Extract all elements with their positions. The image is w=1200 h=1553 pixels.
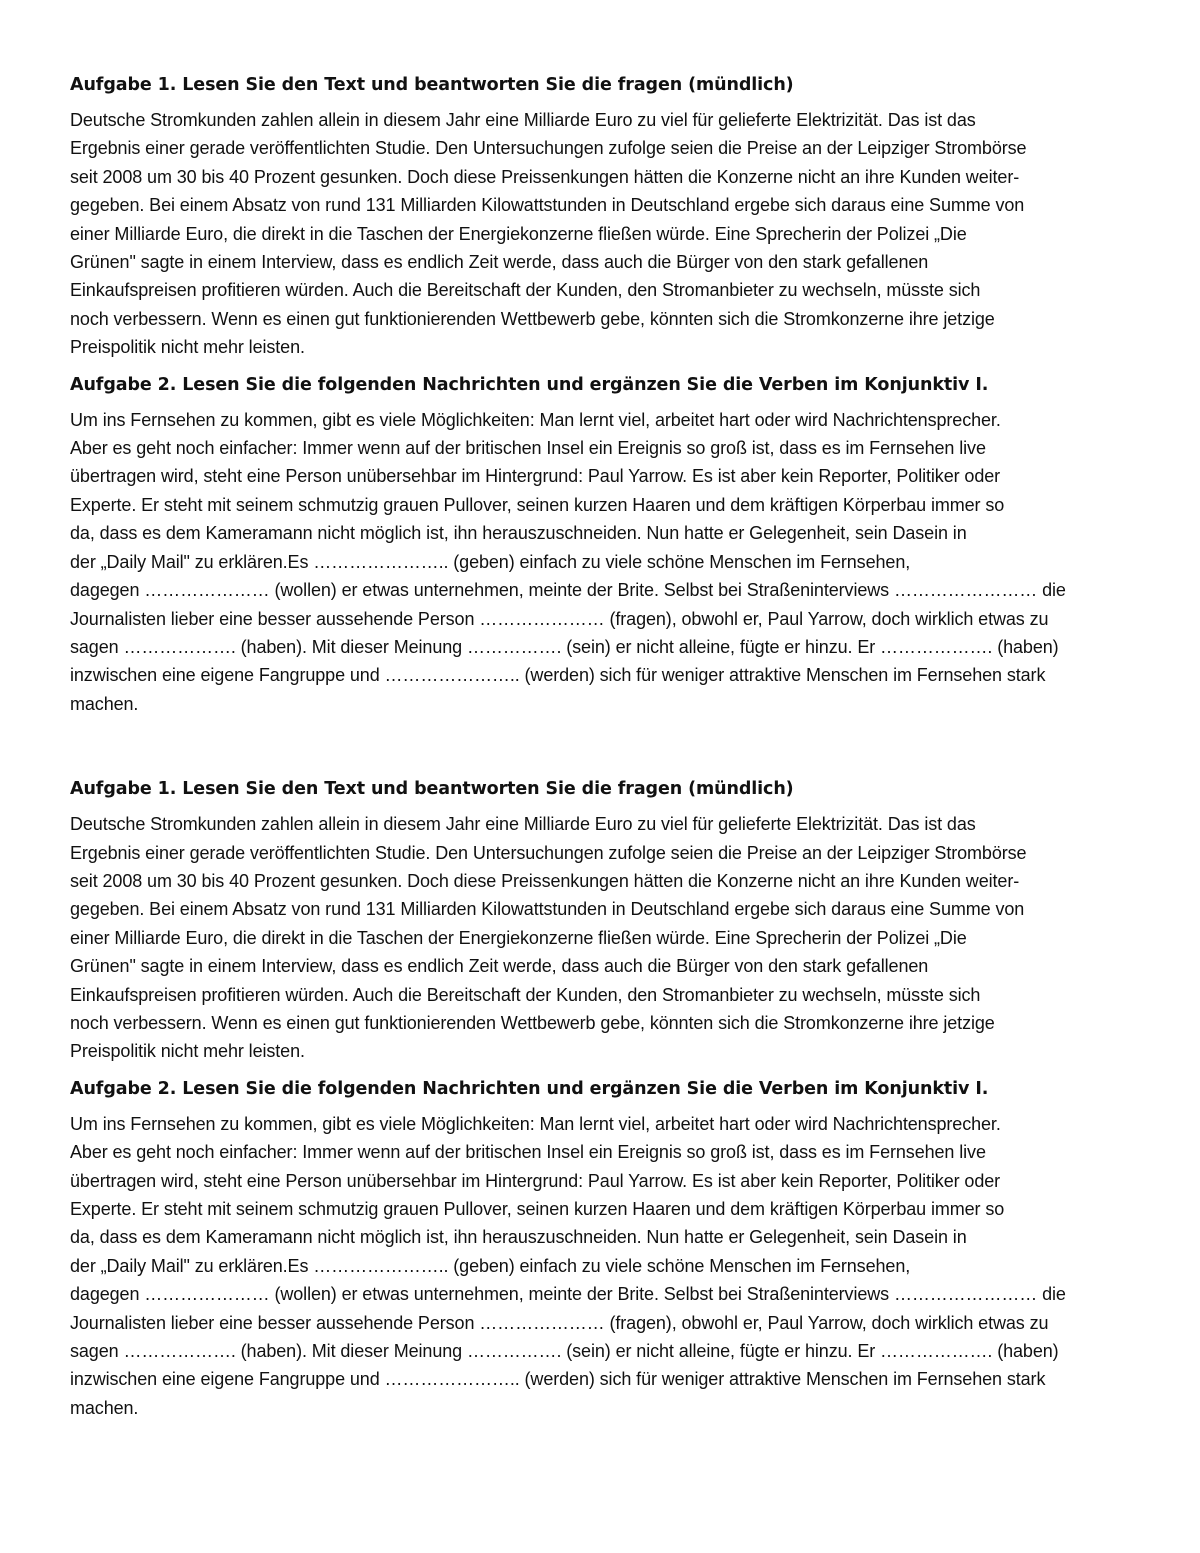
text-line: noch verbessern. Wenn es einen gut funktionierenden Wettbewerb gebe, könnten sich die Stromkonzerne ihre jetzige bbox=[70, 308, 995, 329]
text-line: da, dass es dem Kameramann nicht möglich ist, ihn herauszuschneiden. Nun hatte er Gelegenheit, sein Dasein in bbox=[70, 523, 967, 544]
task1-heading: Aufgabe 1. Lesen Sie den Text und beantworten Sie die fragen (mündlich) bbox=[70, 779, 794, 800]
text-line: noch verbessern. Wenn es einen gut funktionierenden Wettbewerb gebe, könnten sich die Stromkonzerne ihre jetzige bbox=[70, 1012, 995, 1033]
worksheet-block bbox=[70, 777, 1132, 1422]
text-line: übertragen wird, steht eine Person unübersehbar im Hintergrund: Paul Yarrow. Es ist aber kein Reporter, Politiker oder bbox=[70, 1170, 1001, 1191]
text-line: inzwischen eine eigene Fangruppe und ………………….. (werden) sich für weniger attraktive Menschen im Fernsehen stark bbox=[70, 1369, 1046, 1390]
text-line: dagegen ………………… (wollen) er etwas unternehmen, meinte der Brite. Selbst bei Straßeninterviews …………………… die bbox=[70, 580, 1066, 601]
text-line: Einkaufspreisen profitieren würden. Auch die Bereitschaft der Kunden, den Stromanbieter zu wechseln, müsste sich bbox=[70, 280, 981, 301]
text-line: inzwischen eine eigene Fangruppe und ………………….. (werden) sich für weniger attraktive Menschen im Fernsehen stark bbox=[70, 665, 1046, 686]
text-line: Preispolitik nicht mehr leisten. bbox=[70, 337, 305, 358]
task1-text bbox=[70, 106, 1132, 362]
task2-text bbox=[70, 406, 1132, 718]
text-line: Einkaufspreisen profitieren würden. Auch die Bereitschaft der Kunden, den Stromanbieter zu wechseln, müsste sich bbox=[70, 984, 981, 1005]
text-line: Ergebnis einer gerade veröffentlichten Studie. Den Untersuchungen zufolge seien die Preise an der Leipziger Strombörse bbox=[70, 842, 1027, 863]
text-line: sagen ………………. (haben). Mit dieser Meinung ……………. (sein) er nicht alleine, fügte er hinzu. Er ………………. (haben) bbox=[70, 636, 1059, 657]
text-line: Grünen" sagte in einem Interview, dass es endlich Zeit werde, dass auch die Bürger von den stark gefallenen bbox=[70, 956, 929, 977]
worksheet-block bbox=[70, 73, 1132, 718]
text-line: Aber es geht noch einfacher: Immer wenn auf der britischen Insel ein Ereignis so groß ist, dass es im Fernsehen live bbox=[70, 1142, 986, 1163]
task2-heading: Aufgabe 2. Lesen Sie die folgenden Nachrichten und ergänzen Sie die Verben im Konjunktiv I. bbox=[70, 1078, 989, 1099]
text-line: da, dass es dem Kameramann nicht möglich ist, ihn herauszuschneiden. Nun hatte er Gelegenheit, sein Dasein in bbox=[70, 1227, 967, 1248]
document-body bbox=[70, 73, 1132, 1422]
text-line: machen. bbox=[70, 693, 139, 714]
text-line: Experte. Er steht mit seinem schmutzig grauen Pullover, seinen kurzen Haaren und dem kräftigen Körperbau immer so bbox=[70, 494, 1005, 515]
text-line: gegeben. Bei einem Absatz von rund 131 Milliarden Kilowattstunden in Deutschland ergebe sich daraus eine Summe von bbox=[70, 899, 1025, 920]
text-line: Grünen" sagte in einem Interview, dass es endlich Zeit werde, dass auch die Bürger von den stark gefallenen bbox=[70, 252, 929, 273]
text-line: Ergebnis einer gerade veröffentlichten Studie. Den Untersuchungen zufolge seien die Preise an der Leipziger Strombörse bbox=[70, 138, 1027, 159]
document-page bbox=[70, 62, 1132, 1422]
text-line: Deutsche Stromkunden zahlen allein in diesem Jahr eine Milliarde Euro zu viel für gelieferte Elektrizität. Das ist das bbox=[70, 110, 976, 130]
text-line: der „Daily Mail" zu erklären.Es ………………….. (geben) einfach zu viele schöne Menschen im Fernsehen, bbox=[70, 1255, 911, 1276]
text-line: Um ins Fernsehen zu kommen, gibt es viele Möglichkeiten: Man lernt viel, arbeitet hart oder wird Nachrichtensprecher. bbox=[70, 1113, 1001, 1134]
text-line: Journalisten lieber eine besser aussehende Person ………………… (fragen), obwohl er, Paul Yarrow, doch wirklich etwas zu bbox=[70, 1312, 1049, 1333]
task1-heading: Aufgabe 1. Lesen Sie den Text und beantworten Sie die fragen (mündlich) bbox=[70, 75, 794, 95]
text-line: seit 2008 um 30 bis 40 Prozent gesunken. Doch diese Preissenkungen hätten die Konzerne nicht an ihre Kunden weiter- bbox=[70, 870, 1020, 891]
text-line: Aber es geht noch einfacher: Immer wenn auf der britischen Insel ein Ereignis so groß ist, dass es im Fernsehen live bbox=[70, 438, 986, 459]
text-line: Journalisten lieber eine besser aussehende Person ………………… (fragen), obwohl er, Paul Yarrow, doch wirklich etwas zu bbox=[70, 608, 1049, 629]
text-line: gegeben. Bei einem Absatz von rund 131 Milliarden Kilowattstunden in Deutschland ergebe sich daraus eine Summe von bbox=[70, 195, 1025, 216]
text-line: seit 2008 um 30 bis 40 Prozent gesunken. Doch diese Preissenkungen hätten die Konzerne nicht an ihre Kunden weiter- bbox=[70, 166, 1020, 187]
text-line: Experte. Er steht mit seinem schmutzig grauen Pullover, seinen kurzen Haaren und dem kräftigen Körperbau immer so bbox=[70, 1199, 1005, 1219]
text-line: Um ins Fernsehen zu kommen, gibt es viele Möglichkeiten: Man lernt viel, arbeitet hart oder wird Nachrichtensprecher. bbox=[70, 409, 1001, 430]
text-line: dagegen ………………… (wollen) er etwas unternehmen, meinte der Brite. Selbst bei Straßeninterviews …………………… die bbox=[70, 1284, 1066, 1305]
task2-heading: Aufgabe 2. Lesen Sie die folgenden Nachrichten und ergänzen Sie die Verben im Konjunktiv I. bbox=[70, 374, 989, 395]
text-line: sagen ………………. (haben). Mit dieser Meinung ……………. (sein) er nicht alleine, fügte er hinzu. Er ………………. (haben) bbox=[70, 1341, 1059, 1362]
text-line: Deutsche Stromkunden zahlen allein in diesem Jahr eine Milliarde Euro zu viel für gelieferte Elektrizität. Das ist das bbox=[70, 814, 976, 835]
task1-text bbox=[70, 810, 1132, 1066]
text-line: machen. bbox=[70, 1397, 139, 1418]
text-line: einer Milliarde Euro, die direkt in die Taschen der Energiekonzerne fließen würde. Eine Sprecherin der Polizei „Die bbox=[70, 223, 967, 244]
text-line: Preispolitik nicht mehr leisten. bbox=[70, 1041, 305, 1062]
text-line: einer Milliarde Euro, die direkt in die Taschen der Energiekonzerne fließen würde. Eine Sprecherin der Polizei „Die bbox=[70, 927, 967, 948]
task2-text bbox=[70, 1110, 1132, 1422]
text-line: übertragen wird, steht eine Person unübersehbar im Hintergrund: Paul Yarrow. Es ist aber kein Reporter, Politiker oder bbox=[70, 466, 1001, 487]
text-line: der „Daily Mail" zu erklären.Es ………………….. (geben) einfach zu viele schöne Menschen im Fernsehen, bbox=[70, 551, 911, 572]
